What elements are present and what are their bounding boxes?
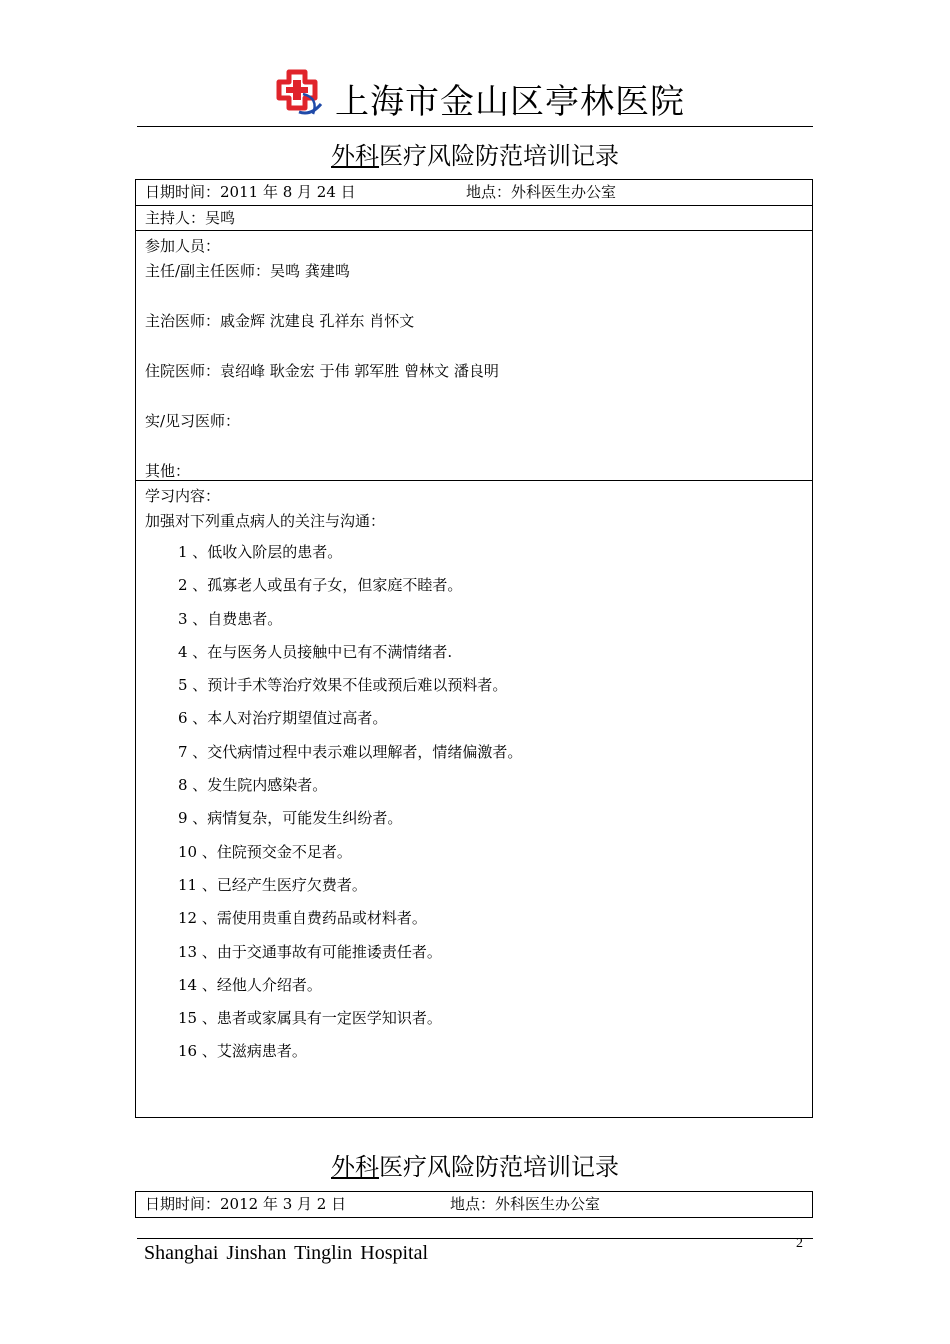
content-label: 学习内容： <box>145 487 221 505</box>
page-header <box>137 66 813 127</box>
content-row <box>136 481 812 1117</box>
page-number: 2 <box>796 1236 803 1251</box>
list-item: 1 、低收入阶层的患者。 <box>178 543 343 561</box>
list-item: 6 、本人对治疗期望值过高者。 <box>178 709 388 728</box>
list-item: 4 、在与医务人员接触中已有不满情绪者. <box>178 642 453 661</box>
list-item: 10 、住院预交金不足者。 <box>178 842 352 861</box>
list-item: 9 、病情复杂，可能发生纠纷者。 <box>178 809 403 828</box>
training-record-table <box>135 179 813 1118</box>
list-item: 3 、自费患者。 <box>178 609 283 628</box>
list-item: 12 、需使用贵重自费药品或材料者。 <box>178 909 427 928</box>
record-title-rest: 医疗风险防范培训记录 <box>379 142 619 170</box>
footer-hospital-name: Shanghai Jinshan Tinglin Hospital <box>144 1242 429 1264</box>
list-item: 7 、交代病情过程中表示难以理解者，情绪偏激者。 <box>178 742 523 761</box>
list-item: 8 、发生院内感染者。 <box>178 776 328 795</box>
content-intro: 加强对下列重点病人的关注与沟通： <box>145 512 386 530</box>
record-title <box>0 141 950 171</box>
list-item: 16 、艾滋病患者。 <box>178 1042 307 1061</box>
list-item: 15 、患者或家属具有一定医学知识者。 <box>178 1009 442 1028</box>
hospital-name: 上海市金山区亭林医院 <box>335 82 685 122</box>
date-row <box>136 1192 812 1217</box>
hospital-logo-icon <box>269 68 327 120</box>
record-title-dept: 外科 <box>331 142 379 170</box>
participants-blank <box>145 284 812 309</box>
participants-attending: 主治医师：戚金辉 沈建良 孔祥东 肖怀文 <box>145 312 415 330</box>
participants-blank <box>145 384 812 409</box>
participants-blank <box>145 334 812 359</box>
list-item: 14 、经他人介绍者。 <box>178 975 322 994</box>
list-item: 11 、已经产生医疗欠费者。 <box>178 875 367 894</box>
participants-row <box>136 231 812 481</box>
record-title-2 <box>0 1152 950 1182</box>
record-title-dept: 外科 <box>331 1153 379 1181</box>
footer-divider <box>137 1238 813 1239</box>
host-row <box>136 206 812 231</box>
list-item: 13 、由于交通事故有可能推诿责任者。 <box>178 942 442 961</box>
participants-intern: 实/见习医师： <box>145 412 241 430</box>
record-title-rest: 医疗风险防范培训记录 <box>379 1153 619 1181</box>
date-time: 日期时间：2011 年 8 月 24 日 <box>145 183 356 201</box>
date-time: 日期时间：2012 年 3 月 2 日 <box>145 1195 347 1213</box>
host: 主持人：吴鸣 <box>145 209 236 227</box>
participants-label: 参加人员： <box>145 237 221 255</box>
location: 地点：外科医生办公室 <box>450 1195 601 1213</box>
location: 地点：外科医生办公室 <box>466 183 617 201</box>
training-record-table-2 <box>135 1191 813 1218</box>
participants-chief: 主任/副主任医师：吴鸣 龚建鸣 <box>145 262 350 280</box>
list-item: 5 、预计手术等治疗效果不佳或预后难以预料者。 <box>178 676 508 695</box>
participants-resident: 住院医师：袁绍峰 耿金宏 于伟 郭军胜 曾林文 潘良明 <box>145 362 499 380</box>
participants-other: 其他： <box>145 462 191 480</box>
participants-blank <box>145 434 812 459</box>
list-item: 2 、孤寡老人或虽有子女，但家庭不睦者。 <box>178 576 463 595</box>
date-row <box>136 180 812 206</box>
